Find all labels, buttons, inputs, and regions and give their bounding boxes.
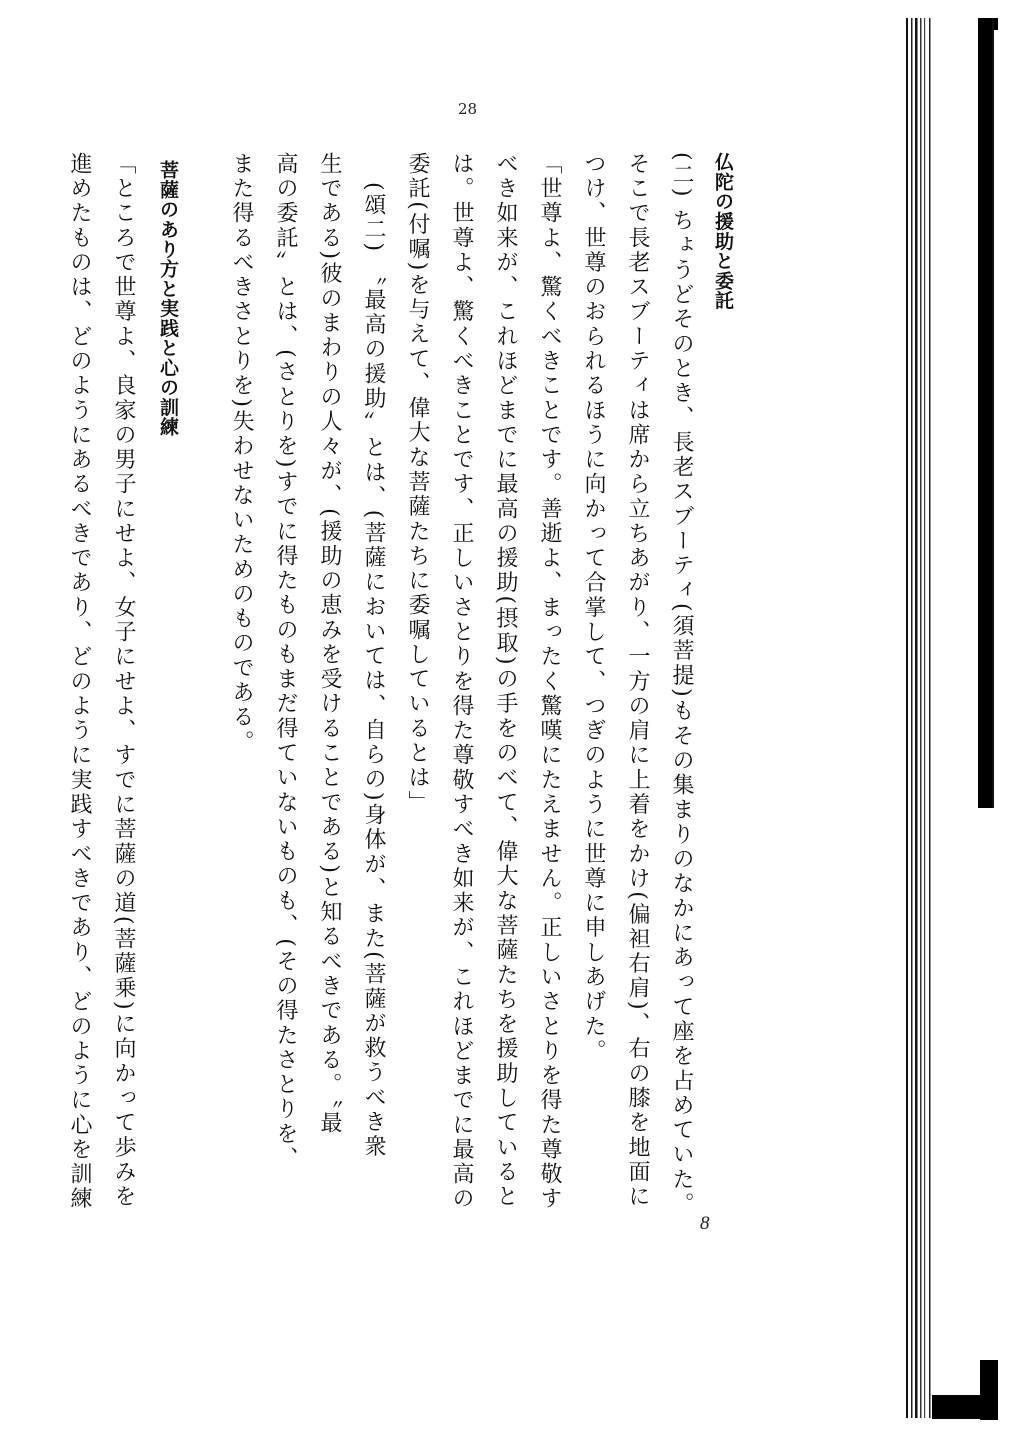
body-line: 高の委託〟とは、(さとりを)すでに得たものもまだ得ていないものも、(その得たさとりを、 [273,152,298,1172]
body-line: べき如来が、これほどまでに最高の援助(摂取)の手をのべて、偉大な菩薩たちを援助していると [493,152,518,1210]
section-heading: 菩薩のあり方と実践と心の訓練 [157,160,179,437]
body-line: 進めたものは、どのようにあるべきであり、どのように実践すべきであり、どのように心を訓練 [67,152,92,1212]
body-line: 委託(付嘱)を与えて、偉大な菩薩たちに委嘱しているとは」 [405,152,430,816]
body-line: そこで長老スブーティは席から立ちあがり、一方の肩に上着をかけ(偏袒右肩)、右の膝を地面に [625,152,650,1210]
body-line: 「ところで世尊よ、良家の男子にせよ、女子にせよ、すでに菩薩の道(菩薩乗)に向かって歩みを [111,152,136,1210]
section-heading: 仏陀の援助と委託 [712,152,734,311]
folio-number: 8 [700,1213,710,1234]
body-line: (頌二) 〝最高の援助〟とは、(菩薩においては、自らの)身体が、また(菩薩が救うべき衆 [361,182,386,1160]
body-line: は。世尊よ、驚くべきことです、正しいさとりを得た尊敬すべき如来が、これほどまでに最高の [449,152,474,1212]
body-line: また得るべきさとりを)失わせないためのものである。 [229,152,254,755]
body-line: 生である)彼のまわりの人々が、(援助の恵みを受けることである)と知るべきである。〝最 [317,152,342,1136]
body-line: 「世尊よ、驚くべきことです。善逝よ、まったく驚嘆にたえません。正しいさとりを得た尊敬す [537,152,562,1212]
body-line: (二) ちょうどそのとき、長老スブーティ(須菩提)もその集まりのなかにあって座を占めていた。 [669,152,694,1217]
body-line: つけ、世尊のおられるほうに向かって合掌して、つぎのように世尊に申しあげた。 [581,152,606,1064]
page-number: 28 [458,100,478,118]
